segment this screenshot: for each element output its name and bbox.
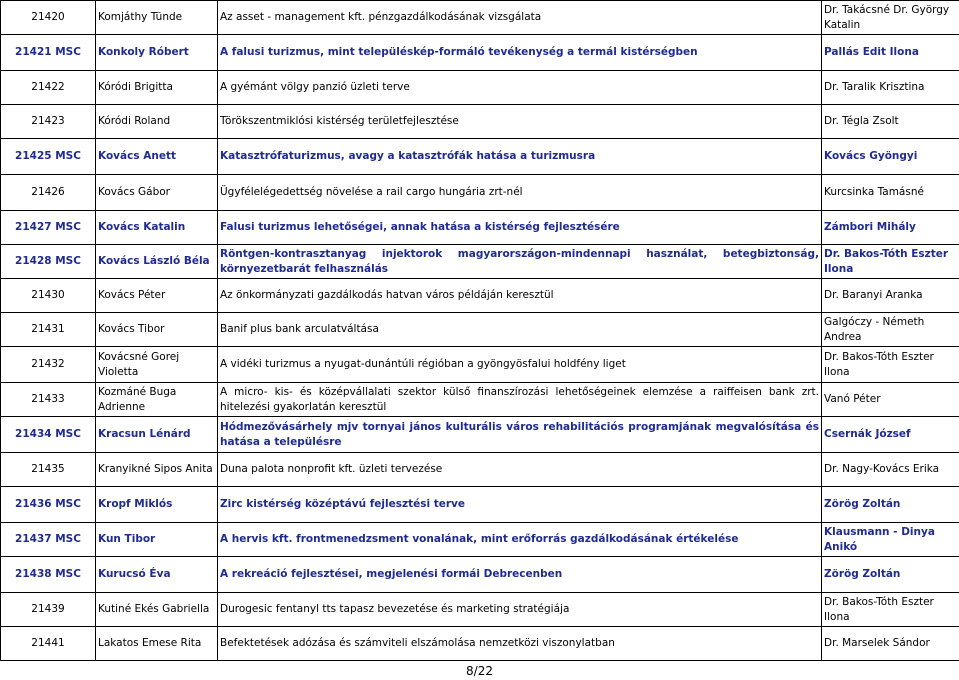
thesis-id-cell: 21435 [1, 453, 96, 487]
student-name-cell: Kozmáné Buga Adrienne [96, 383, 218, 417]
table-row [1, 383, 959, 417]
student-name-cell: Lakatos Emese Rita [96, 627, 218, 661]
table-row [1, 593, 959, 627]
table-row [1, 1, 959, 35]
student-name-cell: Komjáthy Tünde [96, 1, 218, 35]
student-name-cell: Kropf Miklós [96, 487, 218, 523]
student-name-cell: Kun Tibor [96, 523, 218, 557]
student-name-cell: Kovács Gábor [96, 175, 218, 211]
supervisor-cell: Dr. Bakos-Tóth Eszter Ilona [822, 347, 959, 383]
supervisor-cell: Dr. Bakos-Tóth Eszter Ilona [822, 245, 959, 279]
table-row [1, 487, 959, 523]
thesis-id-cell: 21436 MSC [1, 487, 96, 523]
table-row [1, 453, 959, 487]
student-name-cell: Kovácsné Gorej Violetta [96, 347, 218, 383]
table-row [1, 139, 959, 175]
thesis-id-cell: 21441 [1, 627, 96, 661]
thesis-title-cell: Törökszentmiklósi kistérség területfejlesztése [218, 105, 822, 139]
student-name-cell: Kóródi Brigitta [96, 71, 218, 105]
student-name-cell: Kranyikné Sipos Anita [96, 453, 218, 487]
table-row [1, 175, 959, 211]
supervisor-cell: Dr. Takácsné Dr. György Katalin [822, 1, 959, 35]
thesis-id-cell: 21425 MSC [1, 139, 96, 175]
thesis-id-cell: 21426 [1, 175, 96, 211]
thesis-title-cell: A rekreáció fejlesztései, megjelenési formái Debrecenben [218, 557, 822, 593]
table-row [1, 279, 959, 313]
table-row [1, 313, 959, 347]
table-row [1, 105, 959, 139]
supervisor-cell: Dr. Tégla Zsolt [822, 105, 959, 139]
thesis-title-cell: Ügyfélelégedettség növelése a rail cargo hungária zrt-nél [218, 175, 822, 211]
student-name-cell: Konkoly Róbert [96, 35, 218, 71]
thesis-title-cell: A hervis kft. frontmenedzsment vonalának, mint erőforrás gazdálkodásának értékelése [218, 523, 822, 557]
student-name-cell: Kovács Katalin [96, 211, 218, 245]
page-number: 8/22 [466, 664, 493, 678]
thesis-title-cell: A vidéki turizmus a nyugat-dunántúli régióban a gyöngyösfalui holdfény liget [218, 347, 822, 383]
thesis-title-cell: Zirc kistérség középtávú fejlesztési terve [218, 487, 822, 523]
table-row [1, 245, 959, 279]
table-row [1, 347, 959, 383]
supervisor-cell: Dr. Baranyi Aranka [822, 279, 959, 313]
supervisor-cell: Dr. Marselek Sándor [822, 627, 959, 661]
thesis-title-cell: Banif plus bank arculatváltása [218, 313, 822, 347]
thesis-title-cell: Falusi turizmus lehetőségei, annak hatása a kistérség fejlesztésére [218, 211, 822, 245]
table-row [1, 71, 959, 105]
thesis-title-cell: Befektetések adózása és számviteli elszámolása nemzetközi viszonylatban [218, 627, 822, 661]
thesis-id-cell: 21420 [1, 1, 96, 35]
student-name-cell: Kovács Péter [96, 279, 218, 313]
table-row [1, 627, 959, 661]
student-name-cell: Kovács Anett [96, 139, 218, 175]
thesis-id-cell: 21427 MSC [1, 211, 96, 245]
thesis-title-cell: Az asset - management kft. pénzgazdálkodásának vizsgálata [218, 1, 822, 35]
supervisor-cell: Dr. Bakos-Tóth Eszter Ilona [822, 593, 959, 627]
supervisor-cell: Zámbori Mihály [822, 211, 959, 245]
thesis-id-cell: 21433 [1, 383, 96, 417]
thesis-title-cell: Hódmezővásárhely mjv tornyai jános kulturális város rehabilitációs programjának megvalósítása és hatása a településre [218, 417, 822, 453]
thesis-title-cell: A falusi turizmus, mint településkép-formáló tevékenység a termál kistérségben [218, 35, 822, 71]
supervisor-cell: Zörög Zoltán [822, 487, 959, 523]
student-name-cell: Kovács Tibor [96, 313, 218, 347]
thesis-title-cell: A gyémánt völgy panzió üzleti terve [218, 71, 822, 105]
thesis-title-cell: Katasztrófaturizmus, avagy a katasztrófák hatása a turizmusra [218, 139, 822, 175]
thesis-id-cell: 21438 MSC [1, 557, 96, 593]
student-name-cell: Kutiné Ekés Gabriella [96, 593, 218, 627]
thesis-id-cell: 21421 MSC [1, 35, 96, 71]
student-name-cell: Kóródi Roland [96, 105, 218, 139]
thesis-id-cell: 21439 [1, 593, 96, 627]
thesis-id-cell: 21434 MSC [1, 417, 96, 453]
thesis-title-cell: Durogesic fentanyl tts tapasz bevezetése és marketing stratégiája [218, 593, 822, 627]
table-row [1, 35, 959, 71]
supervisor-cell: Pallás Edit Ilona [822, 35, 959, 71]
supervisor-cell: Csernák József [822, 417, 959, 453]
thesis-id-cell: 21431 [1, 313, 96, 347]
supervisor-cell: Kovács Gyöngyi [822, 139, 959, 175]
student-name-cell: Kovács László Béla [96, 245, 218, 279]
thesis-title-cell: A micro- kis- és középvállalati szektor külső finanszírozási lehetőségeinek elemzése a raiffeisen bank zrt. hitelezési gyakorlatán keresztül [218, 383, 822, 417]
thesis-title-cell: Az önkormányzati gazdálkodás hatvan város példáján keresztül [218, 279, 822, 313]
thesis-id-cell: 21432 [1, 347, 96, 383]
supervisor-cell: Zörög Zoltán [822, 557, 959, 593]
thesis-title-cell: Röntgen-kontrasztanyag injektorok magyarországon-mindennapi használat, betegbiztonság, környezetbarát felhasználás [218, 245, 822, 279]
thesis-id-cell: 21437 MSC [1, 523, 96, 557]
table-row [1, 557, 959, 593]
supervisor-cell: Galgóczy - Németh Andrea [822, 313, 959, 347]
thesis-id-cell: 21428 MSC [1, 245, 96, 279]
student-name-cell: Kurucsó Éva [96, 557, 218, 593]
supervisor-cell: Kurcsinka Tamásné [822, 175, 959, 211]
table-row [1, 523, 959, 557]
student-name-cell: Kracsun Lénárd [96, 417, 218, 453]
thesis-id-cell: 21422 [1, 71, 96, 105]
table-row [1, 211, 959, 245]
supervisor-cell: Klausmann - Dinya Anikó [822, 523, 959, 557]
supervisor-cell: Dr. Taralik Krisztina [822, 71, 959, 105]
table-row [1, 417, 959, 453]
thesis-id-cell: 21423 [1, 105, 96, 139]
thesis-table-body [1, 1, 959, 661]
supervisor-cell: Vanó Péter [822, 383, 959, 417]
thesis-title-cell: Duna palota nonprofit kft. üzleti tervezése [218, 453, 822, 487]
supervisor-cell: Dr. Nagy-Kovács Erika [822, 453, 959, 487]
thesis-id-cell: 21430 [1, 279, 96, 313]
